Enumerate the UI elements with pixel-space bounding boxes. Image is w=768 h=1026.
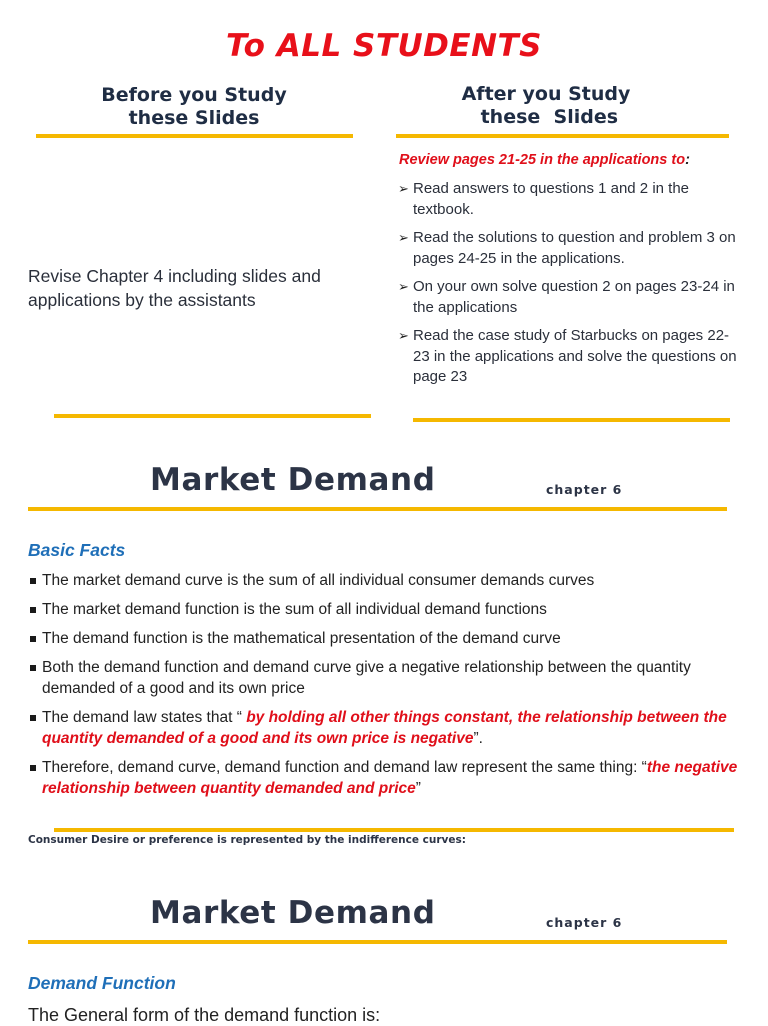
list-item [28, 570, 738, 591]
law-emphasis-text: by holding all other things constant, the relationship between the quantity demanded of a good and its own price is negative [42, 709, 727, 747]
general-form-text: The General form of the demand function is: [28, 1005, 381, 1025]
list-item [28, 707, 738, 749]
fact-text: The market demand curve is the sum of all individual consumer demands curves [42, 572, 595, 589]
square-bullet-icon [30, 665, 36, 671]
arrow-bullet-icon: ➢ [398, 328, 409, 343]
list-item [398, 179, 743, 220]
list-item [28, 657, 738, 699]
square-bullet-icon [30, 578, 36, 584]
caption-divider [54, 828, 734, 832]
right-bottom-divider [413, 418, 730, 422]
review-colon: : [685, 152, 690, 168]
list-item-text: Read answers to questions 1 and 2 in the textbook. [413, 180, 690, 218]
arrow-bullet-icon: ➢ [398, 279, 409, 294]
therefore-emphasis-text: the negative relationship between quantity demanded and price [42, 759, 738, 797]
list-item-text: On your own solve question 2 on pages 23-24 in the applications [413, 278, 735, 316]
section-title: Market Demand [150, 895, 436, 931]
page-title: To ALL STUDENTS [225, 28, 542, 64]
arrow-bullet-icon: ➢ [398, 181, 409, 196]
list-item [28, 599, 738, 620]
list-item [398, 277, 743, 318]
fact-text: Both the demand function and demand curve give a negative relationship between the quantity demanded of a good and its own price [42, 659, 691, 697]
list-item [28, 757, 738, 799]
after-study-list [398, 179, 743, 396]
square-bullet-icon [30, 715, 36, 721]
demand-function-heading: Demand Function [28, 973, 176, 993]
square-bullet-icon [30, 765, 36, 771]
section-divider [28, 940, 727, 944]
chapter-label: chapter 6 [546, 915, 623, 930]
therefore-post-text: ” [415, 780, 421, 797]
before-study-heading: Before you Study these Slides [101, 84, 287, 129]
list-item [28, 628, 738, 649]
before-study-text: Revise Chapter 4 including slides and applications by the assistants [28, 266, 321, 310]
square-bullet-icon [30, 636, 36, 642]
list-item [398, 228, 743, 269]
square-bullet-icon [30, 607, 36, 613]
chapter-label: chapter 6 [546, 482, 623, 497]
review-text: Review pages 21-25 in the applications to [399, 152, 686, 168]
section-divider [28, 507, 727, 511]
right-heading-divider [396, 134, 729, 138]
therefore-pre-text: Therefore, demand curve, demand function and demand law represent the same thing: “ [42, 759, 647, 776]
left-bottom-divider [54, 414, 371, 418]
list-item-text: Read the case study of Starbucks on pages 22-23 in the applications and solve the questions on page 23 [413, 327, 737, 385]
law-pre-text: The demand law states that “ [42, 709, 247, 726]
left-heading-divider [36, 134, 353, 138]
arrow-bullet-icon: ➢ [398, 230, 409, 245]
fact-text: The market demand function is the sum of all individual demand functions [42, 601, 547, 618]
list-item [398, 326, 743, 388]
after-study-heading: After you Study these Slides [461, 83, 631, 128]
law-post-text: ”. [473, 730, 483, 747]
review-instruction [399, 152, 690, 168]
fact-text: The demand function is the mathematical presentation of the demand curve [42, 630, 561, 647]
section-title: Market Demand [150, 462, 436, 498]
indifference-caption: Consumer Desire or preference is represented by the indifference curves: [28, 834, 466, 846]
facts-list [28, 570, 738, 807]
list-item-text: Read the solutions to question and problem 3 on pages 24-25 in the applications. [413, 229, 736, 267]
basic-facts-heading: Basic Facts [28, 540, 126, 560]
